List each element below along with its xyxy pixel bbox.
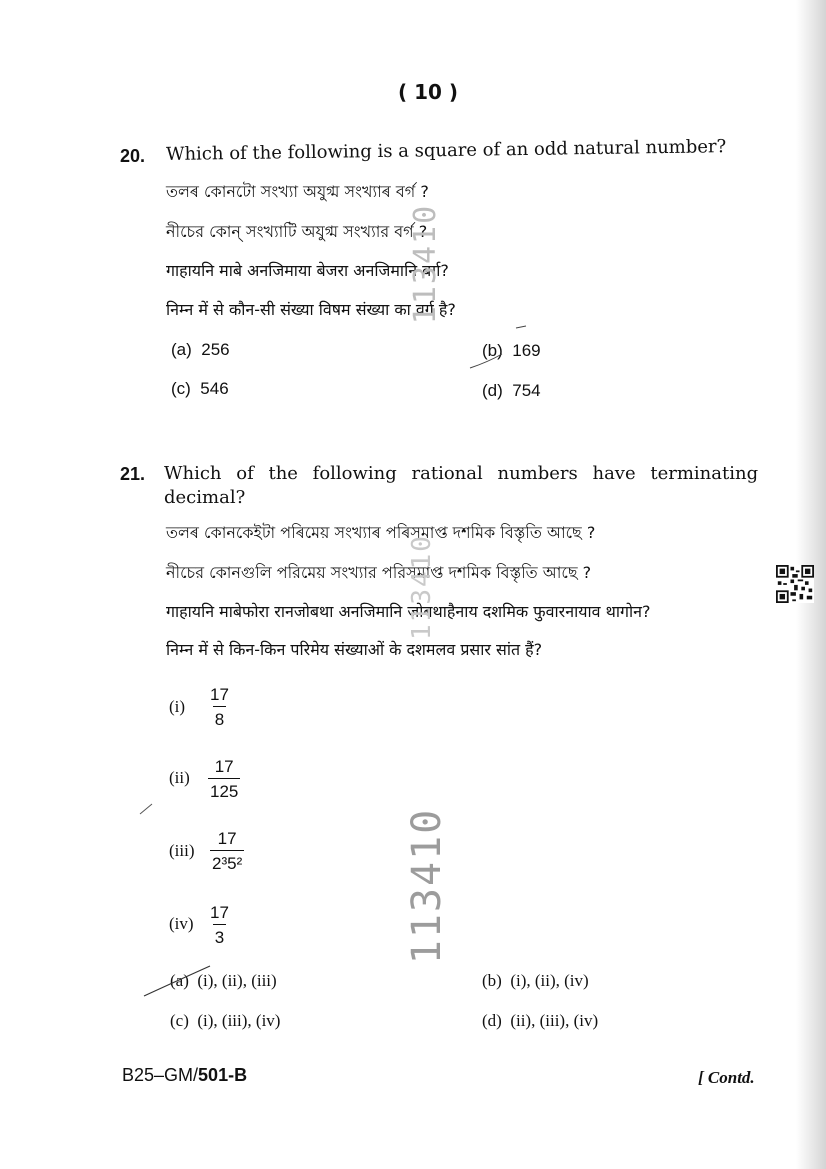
q21-item-iii-fraction (210, 828, 244, 875)
pen-tick-mark (468, 324, 541, 374)
question-21-hindi: निम्न में से किन-किन परिमेय संख्याओं के दशमलव प्रसार सांत हैं? (166, 640, 543, 659)
question-20-bengali: নীচের কোন্ সংখ্যাটি অযুগ্ম সংখ্যার বর্গ ? (166, 222, 428, 241)
q20-option-b-value: 169 (512, 341, 541, 360)
q21-item-ii-fraction (208, 756, 240, 803)
serial-stamp-top: 113410 (408, 203, 443, 325)
q21-item-ii-denominator: 125 (208, 778, 240, 803)
paper-code (122, 1065, 247, 1086)
q20-option-a-value: 256 (201, 340, 230, 359)
q21-item-iv-denominator: 3 (213, 924, 226, 949)
q21-item-i-numerator: 17 (210, 685, 229, 704)
q21-option-d (482, 1011, 598, 1031)
q21-item-i-label: (i) (169, 697, 186, 716)
q21-item-ii-label: (ii) (169, 768, 190, 787)
q20-option-d-value: 754 (512, 381, 541, 400)
q21-item-iii-denominator: 2³5² (210, 850, 244, 875)
q21-option-b-label: (b) (482, 971, 502, 990)
serial-stamp-middle: 113410 (407, 534, 437, 640)
question-20-hindi: निम्न में से कौन-सी संख्या विषम संख्या का वर्ग है? (166, 300, 456, 319)
q20-option-d (482, 381, 541, 401)
q21-option-c-value: (i), (iii), (iv) (197, 1011, 281, 1030)
q21-option-a-label: (a) (170, 971, 189, 990)
q21-item-i-denominator: 8 (213, 706, 226, 731)
q21-option-d-label: (d) (482, 1011, 502, 1030)
q21-item-iv-numerator: 17 (210, 903, 229, 922)
q21-item-i-fraction (208, 684, 231, 731)
q20-option-d-label: (d) (482, 381, 503, 400)
q21-option-b-value: (i), (ii), (iv) (510, 971, 589, 990)
serial-stamp-bottom: 113410 (404, 807, 450, 965)
q21-option-d-value: (ii), (iii), (iv) (510, 1011, 599, 1030)
pen-tick-mark-q21 (140, 962, 220, 1002)
q21-item-iv-fraction (208, 902, 231, 949)
question-20-assamese: তলৰ কোনটো সংখ্যা অযুগ্ম সংখ্যাৰ বৰ্গ ? (166, 182, 429, 201)
q20-option-a (171, 340, 230, 360)
q20-option-c (171, 379, 229, 399)
question-20-number: 20. (120, 146, 146, 166)
question-21-bodo: गाहायनि माबेफोरा रानजोबथा अनजिमानि जोबथाहैनाय दशमिक फुवारनायाव थागोन? (166, 602, 651, 621)
paper-code-suffix: 501-B (198, 1065, 248, 1085)
question-21-assamese: তলৰ কোনকেইটা পৰিমেয় সংখ্যাৰ পৰিসমাপ্ত দশমিক বিস্তৃতি আছে ? (166, 523, 596, 542)
page-number: ( 10 ) (398, 80, 459, 104)
continued-label: [ Contd. (698, 1068, 755, 1087)
q20-option-b-label: (b) (482, 341, 503, 360)
q21-option-b (482, 971, 589, 991)
q20-option-c-label: (c) (171, 379, 191, 398)
question-21-bengali: নীচের কোনগুলি পরিমেয় সংখ্যার পরিসমাপ্ত দশমিক বিস্তৃতি আছে ? (166, 563, 592, 582)
q21-option-a-value: (i), (ii), (iii) (197, 971, 277, 990)
q21-item-iv-label: (iv) (169, 914, 194, 933)
question-20-bodo: गाहायनि माबे अनजिमाया बेजरा अनजिमानि बर्ग? (166, 261, 449, 280)
question-21-english-line1: Which of the following rational numbers have terminating (164, 463, 759, 484)
q21-item-iii-numerator: 17 (217, 829, 237, 848)
paper-code-prefix: B25–GM/ (122, 1065, 199, 1085)
q20-option-a-label: (a) (171, 340, 192, 359)
pen-dash-mark (138, 798, 158, 818)
question-21-english-line2: decimal? (164, 487, 246, 508)
q21-option-c (170, 1011, 280, 1031)
q21-item-iii-label: (iii) (169, 841, 195, 860)
q20-option-c-value: 546 (200, 379, 229, 398)
q21-option-c-label: (c) (170, 1011, 189, 1030)
q21-item-ii-numerator: 17 (214, 757, 234, 776)
qr-code (776, 565, 814, 603)
question-21-number: 21. (120, 464, 146, 484)
question-20-english: Which of the following is a square of an odd natural number? (165, 136, 727, 165)
